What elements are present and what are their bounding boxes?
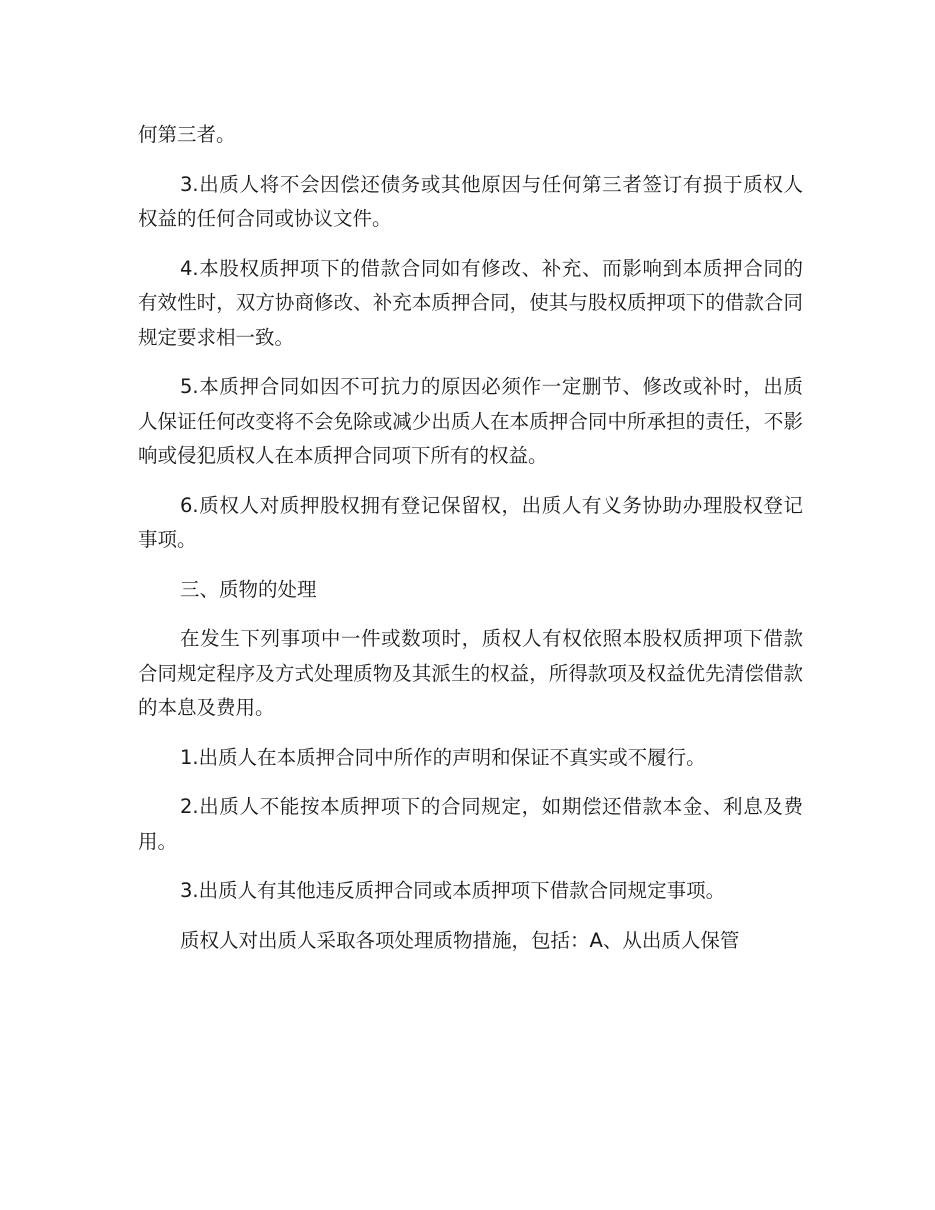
paragraph-event-3: 3.出质人有其他违反质押合同或本质押项下借款合同规定事项。 [180, 879, 726, 902]
paragraph-clause-5: 5.本质押合同如因不可抗力的原因必须作一定删节、修改或补时，出质人保证任何改变将不会免除或减少出质人在本质押合同中所承担的责任，不影响或侵犯质权人在本质押合同项下所有的权益。 [138, 375, 803, 467]
document-body [138, 118, 803, 973]
paragraph-clause-3: 3.出质人将不会因偿还债务或其他原因与任何第三者签订有损于质权人权益的任何合同或协议文件。 [138, 172, 803, 230]
paragraph-event-1: 1.出质人在本质押合同中所作的声明和保证不真实或不履行。 [180, 745, 706, 769]
paragraph-measures: 质权人对出质人采取各项处理质物措施，包括：A、从出质人保管 [180, 928, 740, 952]
paragraph-clause-6: 6.质权人对质押股权拥有登记保留权，出质人有义务协助办理股权登记事项。 [138, 493, 803, 551]
section-heading-collateral-disposal: 三、质物的处理 [180, 577, 317, 601]
paragraph-disposal-intro: 在发生下列事项中一件或数项时，质权人有权依照本股权质押项下借款合同规定程序及方式处理质物及其派生的权益，所得款项及权益优先清偿借款的本息及费用。 [138, 627, 803, 719]
paragraph-clause-4: 4.本股权质押项下的借款合同如有修改、补充、而影响到本质押合同的有效性时，双方协商修改、补充本质押合同，使其与股权质押项下的借款合同规定要求相一致。 [138, 256, 803, 349]
paragraph-continuation: 何第三者。 [138, 123, 236, 146]
paragraph-event-2: 2.出质人不能按本质押项下的合同规定，如期偿还借款本金、利息及费用。 [138, 795, 803, 853]
